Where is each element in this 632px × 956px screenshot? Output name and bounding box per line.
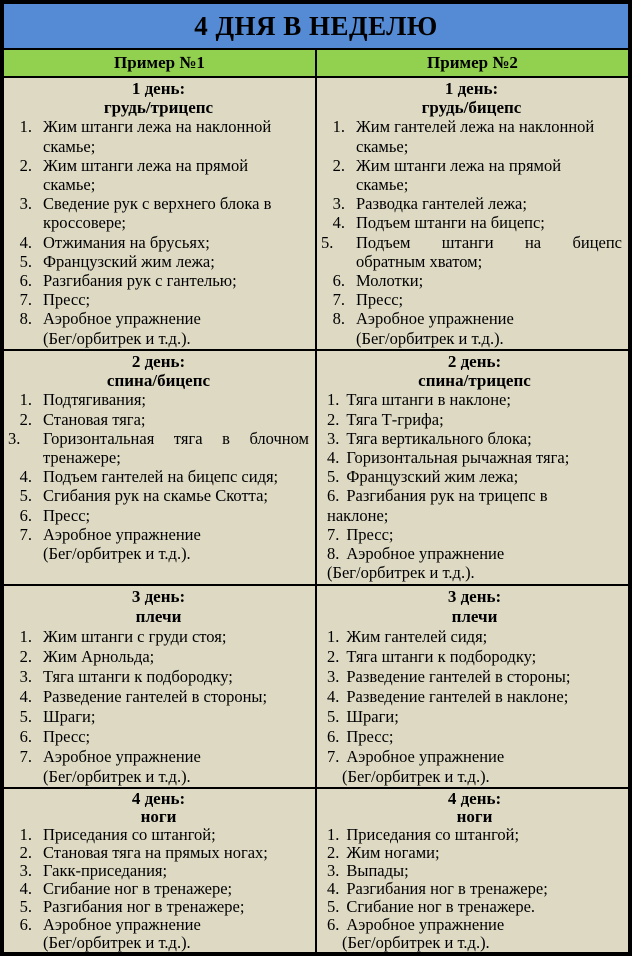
exercise-line-continuation: (Бег/орбитрек и т.д.).: [43, 544, 191, 564]
exercise-number: 7.: [19, 290, 32, 310]
exercise-line: [321, 290, 622, 309]
exercise-line: [321, 117, 622, 136]
exercise-number: 6.: [19, 915, 32, 934]
exercise-item: [327, 544, 622, 582]
exercise-text: Сведение рук с верхнего блока в: [43, 194, 272, 214]
cell-example1-day3: [4, 586, 315, 787]
cell-example2-day2: [317, 351, 628, 584]
exercise-number: 2.: [19, 155, 32, 175]
exercise-number: 5.: [327, 467, 340, 487]
exercise-number: 5.: [321, 232, 334, 252]
exercise-line-continuation: (Бег/орбитрек и т.д.).: [342, 933, 490, 952]
exercise-line: [327, 429, 622, 448]
exercise-number: 5.: [19, 707, 32, 726]
exercise-line: [327, 486, 622, 505]
exercise-item: [8, 862, 309, 880]
exercise-text: Сгибание ног в тренажере;: [43, 879, 233, 898]
exercise-text: Сгибания рук на скамье Скотта;: [43, 486, 268, 506]
exercise-line-continuation: (Бег/орбитрек и т.д.).: [43, 328, 191, 348]
exercise-line: [8, 194, 309, 213]
exercise-number: 1.: [327, 627, 340, 646]
exercise-text: Аэробное упражнение: [356, 309, 514, 329]
exercise-number: 4.: [327, 687, 340, 706]
exercise-item: [8, 525, 309, 563]
exercise-line-continuation: тренажере;: [43, 448, 121, 468]
exercise-item: [327, 410, 622, 429]
exercise-item: [327, 390, 622, 409]
exercise-item: [8, 233, 309, 252]
exercise-line-continuation: скамье;: [356, 136, 409, 156]
exercise-item: [327, 916, 622, 952]
exercise-text: Жим ногами;: [346, 843, 440, 862]
exercise-line: [8, 687, 309, 707]
day-subtitle: спина/трицепс: [418, 371, 531, 391]
day3-row: [4, 586, 628, 787]
exercise-text: Разведение гантелей в наклоне;: [346, 687, 569, 706]
exercise-line: [327, 727, 622, 747]
day-subtitle: ноги: [456, 807, 493, 826]
exercise-text: Тяга штанги к подбородку;: [346, 647, 537, 666]
exercise-line: [327, 467, 622, 486]
exercise-line: [8, 486, 309, 505]
exercise-item: [8, 252, 309, 271]
exercise-text: Аэробное упражнение: [346, 915, 505, 934]
exercise-text: Подтягивания;: [43, 390, 146, 410]
exercise-line: [8, 506, 309, 525]
exercise-line: [321, 194, 622, 213]
exercise-text: Шраги;: [346, 707, 399, 726]
exercise-number: 5.: [327, 707, 340, 726]
exercise-line: [8, 309, 309, 328]
exercise-line: [8, 862, 309, 880]
day-title: 2 день:: [131, 352, 186, 371]
exercise-number: 2.: [19, 843, 32, 862]
exercise-line: [8, 156, 309, 175]
exercise-text: Подъем штанги на бицепс: [356, 232, 622, 252]
day-subtitle: ноги: [140, 807, 177, 826]
exercise-text: Отжимания на брусьях;: [43, 232, 210, 252]
exercise-line-continuation: скамье;: [43, 136, 96, 156]
exercise-text: Разгибания ног в тренажере;: [346, 879, 548, 898]
exercise-text: Разводка гантелей лежа;: [356, 194, 527, 214]
exercise-text: Аэробное упражнение: [346, 544, 505, 564]
exercise-item: [321, 117, 622, 155]
exercise-line: [8, 667, 309, 687]
exercise-number: 1.: [19, 390, 32, 410]
exercise-item: [321, 213, 622, 232]
exercise-item: [321, 194, 622, 213]
exercise-line: [327, 687, 622, 707]
exercise-number: 3.: [19, 194, 32, 214]
exercise-line: [8, 826, 309, 844]
exercise-number: 3.: [327, 861, 340, 880]
exercise-item: [8, 627, 309, 647]
day-title: 1 день:: [131, 79, 186, 98]
exercise-item: [321, 233, 622, 271]
exercise-number: 3.: [332, 194, 345, 214]
exercise-line: [8, 898, 309, 916]
exercise-line: [8, 647, 309, 667]
exercise-item: [8, 309, 309, 347]
exercise-line: [327, 880, 622, 898]
example2-header: Пример №2: [317, 50, 628, 76]
exercise-number: 6.: [327, 727, 340, 746]
exercise-line: [8, 117, 309, 136]
exercise-text: Пресс;: [43, 727, 91, 746]
exercise-number: 5.: [19, 486, 32, 506]
exercise-text: Пресс;: [43, 290, 91, 310]
exercise-item: [8, 117, 309, 155]
exercise-line: [8, 627, 309, 647]
exercise-item: [8, 727, 309, 747]
exercise-text: Разгибания рук на трицепс в: [346, 486, 548, 506]
exercise-line: [8, 727, 309, 747]
exercise-text: Жим штанги с груди стоя;: [43, 627, 227, 646]
exercise-line: [321, 271, 622, 290]
exercise-number: 4.: [332, 213, 345, 233]
exercise-number: 2.: [332, 155, 345, 175]
exercise-number: 7.: [327, 747, 340, 766]
exercise-text: Жим Арнольда;: [43, 647, 155, 666]
cell-example1-day4: [4, 789, 315, 952]
day-title: 3 день:: [131, 587, 186, 606]
exercise-item: [8, 486, 309, 505]
exercise-item: [8, 467, 309, 486]
exercise-line-continuation: скамье;: [43, 175, 96, 195]
exercise-line: [8, 844, 309, 862]
exercise-number: 6.: [332, 271, 345, 291]
exercise-text: Подъем штанги на бицепс;: [356, 213, 545, 233]
exercise-line: [327, 862, 622, 880]
exercise-number: 1.: [19, 627, 32, 646]
exercise-item: [321, 309, 622, 347]
exercise-line: [8, 525, 309, 544]
exercise-text: Пресс;: [43, 505, 91, 525]
exercise-item: [8, 707, 309, 727]
exercise-number: 6.: [327, 915, 340, 934]
exercise-line: [8, 880, 309, 898]
exercise-line: [327, 448, 622, 467]
exercise-line: [327, 707, 622, 727]
exercise-item: [327, 667, 622, 687]
exercise-line: [8, 252, 309, 271]
exercise-item: [8, 156, 309, 194]
cell-example1-day2: [4, 351, 315, 584]
exercise-text: Разведение гантелей в стороны;: [43, 687, 268, 706]
exercise-text: Горизонтальная тяга в блочном: [43, 428, 309, 448]
exercise-line-continuation: кроссовере;: [43, 213, 126, 233]
exercise-item: [8, 647, 309, 667]
exercise-line: [327, 826, 622, 844]
exercise-line: [8, 429, 309, 448]
exercise-number: 4.: [327, 879, 340, 898]
day-subtitle: спина/бицепс: [106, 371, 211, 391]
exercise-item: [327, 486, 622, 524]
exercise-number: 7.: [19, 747, 32, 766]
exercise-number: 7.: [327, 524, 340, 544]
cell-example1-day1: [4, 78, 315, 349]
exercise-text: Жим гантелей лежа на наклонной: [356, 117, 595, 137]
day-title: 2 день:: [447, 352, 502, 371]
exercise-number: 2.: [327, 409, 340, 429]
exercise-item: [8, 429, 309, 467]
exercise-number: 3.: [19, 667, 32, 686]
exercise-number: 5.: [327, 897, 340, 916]
exercise-item: [321, 156, 622, 194]
day-title: 4 день:: [447, 789, 502, 808]
exercise-text: Пресс;: [346, 727, 394, 746]
exercise-number: 6.: [19, 271, 32, 291]
exercise-line: [321, 213, 622, 232]
exercise-item: [8, 826, 309, 844]
exercise-line: [327, 525, 622, 544]
exercise-line-continuation: (Бег/орбитрек и т.д.).: [327, 563, 475, 583]
exercise-number: 4.: [19, 232, 32, 252]
exercise-text: Пресс;: [346, 524, 394, 544]
exercise-item: [8, 290, 309, 309]
exercise-line: [327, 410, 622, 429]
exercise-number: 1.: [327, 390, 340, 410]
exercise-text: Разгибания рук с гантелью;: [43, 271, 237, 291]
exercise-text: Пресс;: [356, 290, 404, 310]
exercise-number: 8.: [327, 544, 340, 564]
exercise-line-continuation: (Бег/орбитрек и т.д.).: [43, 933, 191, 952]
exercise-text: Приседания со штангой;: [346, 825, 520, 844]
exercise-text: Жим штанги лежа на прямой: [356, 155, 562, 175]
exercise-item: [321, 290, 622, 309]
day2-row: [4, 351, 628, 584]
exercise-text: Сгибание ног в тренажере.: [346, 897, 536, 916]
exercise-line-continuation: (Бег/орбитрек и т.д.).: [43, 767, 191, 786]
exercise-text: Французский жим лежа;: [43, 251, 215, 271]
exercise-text: Гакк-приседания;: [43, 861, 168, 880]
exercise-item: [327, 898, 622, 916]
exercise-line: [321, 156, 622, 175]
exercise-line: [321, 233, 622, 252]
exercise-line-continuation: обратным хватом;: [356, 251, 483, 271]
exercise-item: [321, 271, 622, 290]
exercise-text: Аэробное упражнение: [43, 309, 201, 329]
exercise-item: [8, 898, 309, 916]
exercise-line-continuation: скамье;: [356, 175, 409, 195]
exercise-number: 2.: [19, 409, 32, 429]
exercise-number: 6.: [327, 486, 340, 506]
exercise-item: [327, 880, 622, 898]
exercise-line: [8, 707, 309, 727]
exercise-text: Тяга Т-грифа;: [346, 409, 444, 429]
exercise-number: 2.: [327, 647, 340, 666]
exercise-text: Жим штанги лежа на прямой: [43, 155, 249, 175]
exercise-number: 3.: [327, 667, 340, 686]
exercise-line: [327, 544, 622, 563]
exercise-text: Становая тяга на прямых ногах;: [43, 843, 268, 862]
exercise-item: [8, 271, 309, 290]
exercise-line-continuation: (Бег/орбитрек и т.д.).: [342, 767, 490, 786]
day-subtitle: грудь/бицепс: [421, 98, 522, 118]
exercise-item: [8, 747, 309, 787]
example1-header: Пример №1: [4, 50, 315, 76]
exercise-number: 1.: [332, 117, 345, 137]
exercise-item: [327, 467, 622, 486]
exercise-number: 5.: [19, 897, 32, 916]
exercise-item: [327, 525, 622, 544]
exercise-line-continuation: наклоне;: [327, 505, 389, 525]
exercise-number: 6.: [19, 505, 32, 525]
exercise-item: [8, 916, 309, 952]
exercise-number: 7.: [19, 524, 32, 544]
exercise-number: 8.: [19, 309, 32, 329]
exercise-number: 3.: [19, 861, 32, 880]
exercise-text: Аэробное упражнение: [43, 747, 201, 766]
exercise-line-continuation: (Бег/орбитрек и т.д.).: [356, 328, 504, 348]
cell-example2-day4: [317, 789, 628, 952]
exercise-number: 7.: [332, 290, 345, 310]
day-subtitle: грудь/трицепс: [103, 98, 214, 118]
exercise-text: Приседания со штангой;: [43, 825, 216, 844]
day-subtitle: плечи: [451, 607, 498, 626]
plan-title: 4 ДНЯ В НЕДЕЛЮ: [4, 4, 628, 48]
exercise-number: 2.: [19, 647, 32, 666]
day-subtitle: плечи: [135, 607, 182, 626]
day4-row: [4, 789, 628, 952]
exercise-item: [327, 844, 622, 862]
exercise-text: Тяга штанги в наклоне;: [346, 390, 511, 410]
exercise-number: 3.: [327, 428, 340, 448]
exercise-text: Разгибания ног в тренажере;: [43, 897, 245, 916]
exercise-item: [8, 194, 309, 232]
exercise-line: [327, 667, 622, 687]
day-title: 1 день:: [444, 79, 499, 98]
exercise-line: [8, 271, 309, 290]
cell-example2-day3: [317, 586, 628, 787]
exercise-text: Становая тяга;: [43, 409, 146, 429]
exercise-item: [327, 727, 622, 747]
exercise-item: [327, 429, 622, 448]
exercise-line: [8, 390, 309, 409]
exercise-text: Тяга штанги к подбородку;: [43, 667, 233, 686]
examples-header-row: [4, 50, 628, 76]
exercise-line: [327, 390, 622, 409]
exercise-text: Горизонтальная рычажная тяга;: [346, 448, 570, 468]
exercise-line: [8, 916, 309, 934]
exercise-line: [8, 467, 309, 486]
exercise-line: [8, 747, 309, 767]
exercise-item: [8, 390, 309, 409]
exercise-text: Аэробное упражнение: [43, 524, 201, 544]
exercise-line: [321, 309, 622, 328]
exercise-line: [327, 647, 622, 667]
exercise-text: Французский жим лежа;: [346, 467, 519, 487]
exercise-text: Жим штанги лежа на наклонной: [43, 117, 272, 137]
exercise-number: 8.: [332, 309, 345, 329]
exercise-number: 4.: [19, 467, 32, 487]
exercise-number: 5.: [19, 251, 32, 271]
exercise-number: 1.: [19, 117, 32, 137]
exercise-text: Тяга вертикального блока;: [346, 428, 532, 448]
exercise-number: 3.: [8, 428, 21, 448]
exercise-text: Шраги;: [43, 707, 96, 726]
exercise-item: [8, 506, 309, 525]
day-title: 3 день:: [447, 587, 502, 606]
exercise-text: Разведение гантелей в стороны;: [346, 667, 571, 686]
exercise-number: 4.: [327, 448, 340, 468]
exercise-number: 4.: [19, 687, 32, 706]
exercise-number: 1.: [19, 825, 32, 844]
exercise-item: [327, 747, 622, 787]
exercise-item: [327, 647, 622, 667]
exercise-line: [327, 898, 622, 916]
day1-row: [4, 78, 628, 349]
exercise-item: [327, 627, 622, 647]
exercise-line: [8, 410, 309, 429]
exercise-line: [327, 747, 622, 767]
exercise-text: Молотки;: [356, 271, 424, 291]
exercise-text: Выпады;: [346, 861, 409, 880]
exercise-number: 6.: [19, 727, 32, 746]
exercise-item: [327, 707, 622, 727]
exercise-line: [327, 844, 622, 862]
exercise-line: [8, 233, 309, 252]
exercise-item: [327, 687, 622, 707]
exercise-item: [8, 410, 309, 429]
cell-example2-day1: [317, 78, 628, 349]
exercise-item: [327, 862, 622, 880]
exercise-text: Аэробное упражнение: [43, 915, 201, 934]
exercise-number: 2.: [327, 843, 340, 862]
exercise-item: [327, 826, 622, 844]
exercise-item: [327, 448, 622, 467]
day-title: 4 день:: [131, 789, 186, 808]
exercise-number: 4.: [19, 879, 32, 898]
exercise-item: [8, 687, 309, 707]
exercise-line: [327, 627, 622, 647]
exercise-item: [8, 880, 309, 898]
exercise-item: [8, 667, 309, 687]
exercise-text: Жим гантелей сидя;: [346, 627, 488, 646]
exercise-text: Аэробное упражнение: [346, 747, 505, 766]
exercise-line: [8, 290, 309, 309]
exercise-number: 1.: [327, 825, 340, 844]
exercise-item: [8, 844, 309, 862]
exercise-text: Подъем гантелей на бицепс сидя;: [43, 467, 279, 487]
exercise-line: [327, 916, 622, 934]
